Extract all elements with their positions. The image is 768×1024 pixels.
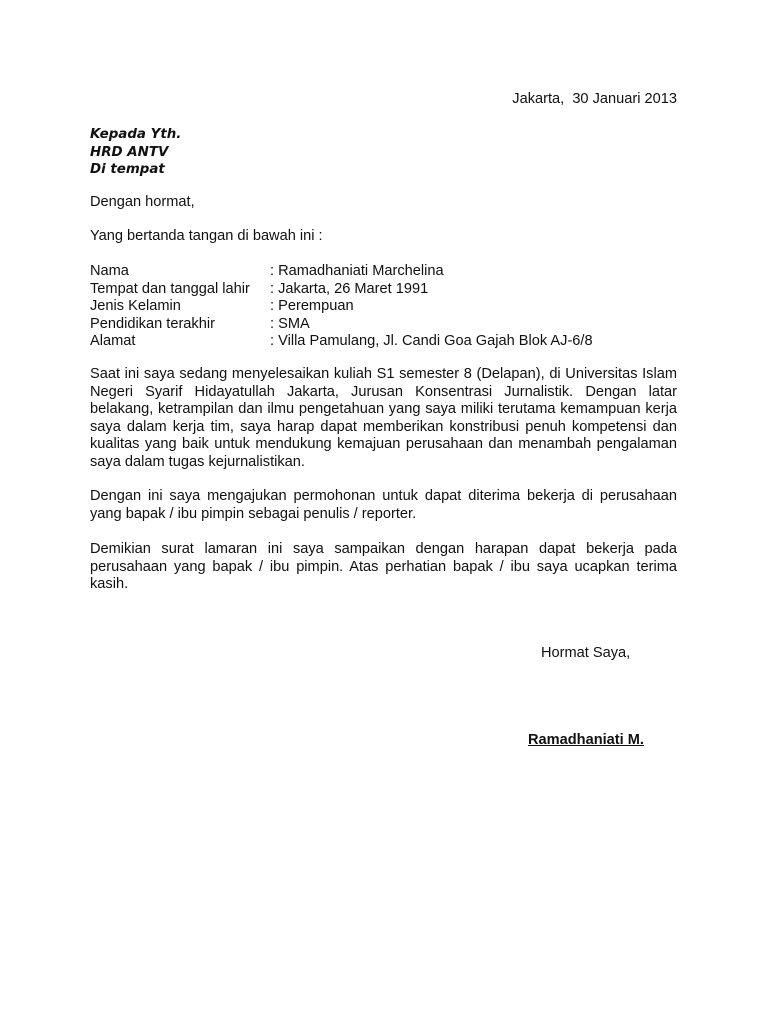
identity-value: : Villa Pamulang, Jl. Candi Goa Gajah Blok AJ-6/8 (270, 333, 593, 349)
recipient-salutation: Kepada Yth. (90, 127, 182, 142)
identity-row (90, 281, 593, 299)
identity-table (90, 263, 593, 351)
identity-value: : SMA (270, 315, 310, 332)
identity-row (90, 298, 593, 316)
identity-label: Tempat dan tanggal lahir (90, 280, 250, 297)
identity-value: : Jakarta, 26 Maret 1991 (270, 280, 429, 297)
identity-label: Pendidikan terakhir (90, 315, 215, 332)
identity-row (90, 316, 593, 334)
intro-line: Yang bertanda tangan di bawah ini : (90, 228, 323, 244)
identity-value: : Perempuan (270, 298, 354, 314)
body-paragraph-application: Dengan ini saya mengajukan permohonan untuk dapat diterima bekerja di perusahaan yang bapak / ibu pimpin sebagai penulis / reporter. (90, 488, 677, 522)
identity-row (90, 333, 593, 351)
closing-salutation: Hormat Saya, (541, 645, 631, 661)
identity-label: Nama (90, 263, 129, 279)
body-paragraph-background: Saat ini saya sedang menyelesaikan kuliah S1 semester 8 (Delapan), di Universitas Islam Negeri Syarif Hidayatullah Jakarta, Jurusan Konsentrasi Jurnalistik. Dengan latar belakang, ketrampilan dan ilmu pengetahuan yang saya miliki terutama kemampuan kerja saya dalam kerja tim, saya harap dapat memberikan konstribusi penuh kompetensi dan kualitas yang baik untuk mendukung kemajuan perusahaan dan menambah pengalaman saya dalam tugas kejurnalistikan. (90, 366, 677, 470)
recipient-location: Di tempat (90, 162, 165, 177)
recipient-block (90, 126, 181, 179)
recipient-name: HRD ANTV (90, 144, 169, 160)
identity-label: Jenis Kelamin (90, 298, 181, 314)
body-paragraph-closing: Demikian surat lamaran ini saya sampaikan dengan harapan dapat bekerja pada perusahaan yang bapak / ibu pimpin. Atas perhatian bapak / ibu saya ucapkan terima kasih. (90, 541, 677, 592)
signature-name: Ramadhaniati M. (528, 732, 644, 748)
identity-label: Alamat (90, 333, 136, 349)
identity-row (90, 263, 593, 281)
greeting: Dengan hormat, (90, 194, 195, 210)
identity-value: : Ramadhaniati Marchelina (270, 263, 444, 279)
letter-date: Jakarta, 30 Januari 2013 (512, 91, 677, 107)
